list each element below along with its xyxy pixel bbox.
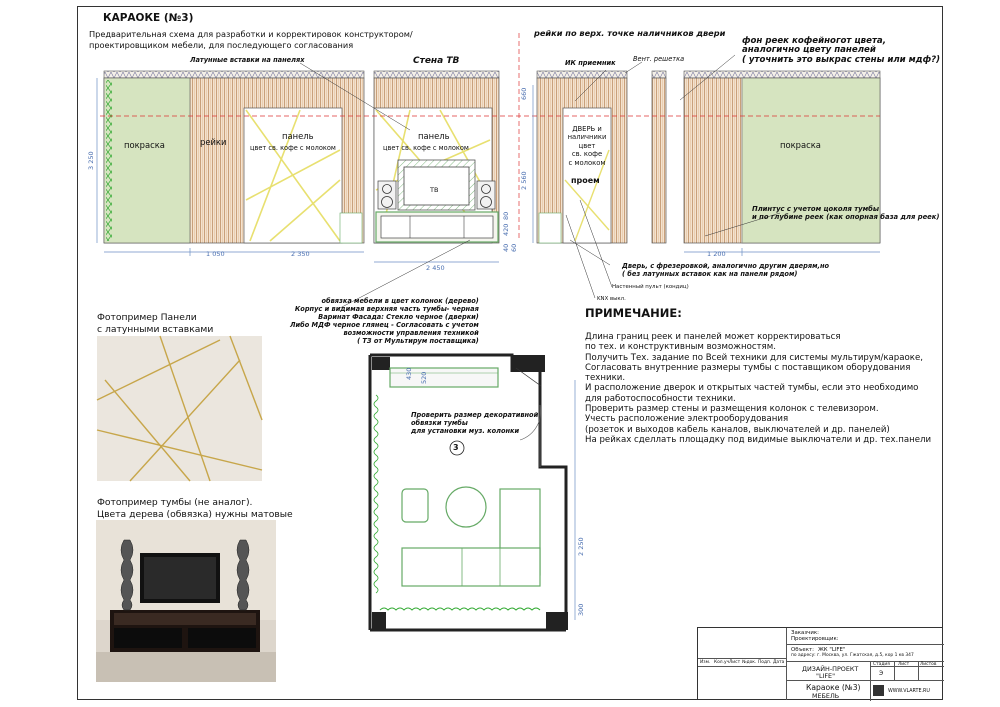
dim-2350: 2 350 xyxy=(291,250,310,258)
dim-80: 80 xyxy=(502,211,510,220)
elevation-left-wall xyxy=(104,71,364,243)
tb-h-sign: Подп. xyxy=(758,660,772,665)
title-block xyxy=(697,627,943,700)
sheet-title: КАРАОКЕ (№3) xyxy=(103,12,194,24)
photo-panel-caption: Фотопример Панели с латунными вставками xyxy=(97,312,214,335)
tv-wall-label: Стена ТВ xyxy=(413,56,460,66)
tb-address: по адресу: г. Москва, ул. Гжатская, д.5, кор 1 кв 347 xyxy=(791,653,914,658)
tb-h-date: Дата xyxy=(773,660,785,665)
tb-site: WWW.VLARTE.RU xyxy=(888,689,930,694)
dim-1200: 1 200 xyxy=(707,250,726,258)
panel-tv-color: цвет св. кофе с молоком xyxy=(383,144,469,152)
panel-left-color: цвет св. кофе с молоком xyxy=(250,144,336,152)
tb-project: ДИЗАЙН-ПРОЕКТ xyxy=(802,665,859,673)
knx-label: KNX выкл. xyxy=(597,296,626,302)
wall-remote-label: Настенный пульт (кондиц) xyxy=(612,284,689,290)
dim-1050: 1 050 xyxy=(206,250,225,258)
panel-left-label: панель xyxy=(282,131,314,141)
floor-plan xyxy=(370,355,568,630)
tb-sheets-h: Листов xyxy=(920,662,937,667)
elevation-tv-wall xyxy=(374,71,499,243)
tb-object-label: Объект: xyxy=(791,647,814,653)
photo-cabinet xyxy=(96,520,276,682)
tb-approved: Заказчик: xyxy=(791,630,819,636)
paint-left-label: покраска xyxy=(124,140,165,150)
room-number: 3 xyxy=(453,443,459,452)
tb-stage-h: Стадия xyxy=(873,662,890,667)
tb-h-doc: №док. xyxy=(742,660,757,665)
cabinet-note: обвязка мебели в цвет колонок (дерево) Корпус и видимая верхняя часть тумбы- черная Варинат Фасада: Стекло черное (дверки) Либо МДФ черное глянец - Согласовать с учетом возможности управления техникой ( ТЗ от Мультирум поставщика) xyxy=(290,297,479,345)
notes-heading: ПРИМЕЧАНИЕ: xyxy=(585,306,682,320)
dim-60: 60 xyxy=(510,243,518,252)
tb-designer: Проектировщик: xyxy=(791,636,839,642)
check-note: Проверить размер декоративной обвязки тумбы для установки муз. колонки xyxy=(411,411,539,435)
tb-h-izm: Изм. xyxy=(700,660,711,665)
photo-panel-brass xyxy=(97,336,262,481)
ir-receiver-label: ИК приемник xyxy=(565,59,616,67)
tb-h-list: Лист xyxy=(729,660,741,665)
dim-height: 3 250 xyxy=(87,151,95,170)
tv-label: ТВ xyxy=(430,186,439,194)
door-header-label: рейки по верх. точке наличников двери xyxy=(534,28,726,38)
dim-430: 430 xyxy=(405,367,413,380)
tb-stage: Э xyxy=(879,670,884,677)
opening-label: проем xyxy=(571,176,600,185)
dim-520: 520 xyxy=(420,371,428,384)
dim-2250: 2 250 xyxy=(577,537,585,556)
paint-right-label: покраска xyxy=(780,140,821,150)
tb-drawing: Караоке (№3) xyxy=(806,683,861,692)
tb-h-kol: Кол.уч xyxy=(714,660,730,665)
tb-sheet-h: Лист xyxy=(898,662,910,667)
dim-660: 660 xyxy=(520,87,528,100)
plinth-note: Плинтус с учетом цоколя тумбы и по глубине реек (как опорная база для реек) xyxy=(752,205,940,221)
background-note: фон реек кофейногот цвета, аналогично цвету панелей ( уточнить это выкрас стены или мдф?) xyxy=(742,36,941,65)
door-note: Дверь, с фрезеровкой, аналогично другим дверям,но ( без латунных вставок как на панели рядом) xyxy=(622,262,830,278)
vlarte-logo-icon xyxy=(873,685,884,696)
panel-tv-label: панель xyxy=(418,131,450,141)
dim-40: 40 xyxy=(502,243,510,252)
tb-drawing-sub: МЕБЕЛЬ xyxy=(812,692,840,700)
tb-object-value: ЖК "LIFE" xyxy=(818,647,846,653)
dim-420: 420 xyxy=(502,223,510,236)
dim-2560: 2 560 xyxy=(520,171,528,190)
slats-label: рейки xyxy=(200,137,227,147)
sheet-subtitle: Предварительная схема для разработки и корректировок конструктором/проектировщиком мебели, для последующего согласования xyxy=(89,29,413,50)
photo-cabinet-caption: Фотопример тумбы (не аналог). Цвета дерева (обвязка) нужны матовые xyxy=(97,497,293,520)
dim-300: 300 xyxy=(577,603,585,616)
notes-body: Длина границ реек и панелей может корректироваться по тех. и конструктивным возможностям. Получить Тех. задание по Всей техники для системы мультирум/караоке, Согласовать внутренние размеры тумбы с поставщиком оборудования техники. И расположение дверок и открытых частей тумбы, если это необходимо для работоспособности техники. Проверить размер стены и размещения колонок с телевизором. Учесть расположение электрооборудования (розеток и выходов кабель каналов, выключателей и др. панелей) На рейках сделлать площадку под видимые выключатели и др. тех.панели xyxy=(585,332,932,445)
brass-inlay-label: Латунные вставки на панелях xyxy=(190,56,305,64)
door-text: ДВЕРЬ и наличники цвет св. кофе с молоком xyxy=(567,125,607,167)
vent-label: Вент. решетка xyxy=(633,55,685,63)
tb-project-name: "LIFE" xyxy=(816,672,836,680)
dim-2450: 2 450 xyxy=(426,264,445,272)
